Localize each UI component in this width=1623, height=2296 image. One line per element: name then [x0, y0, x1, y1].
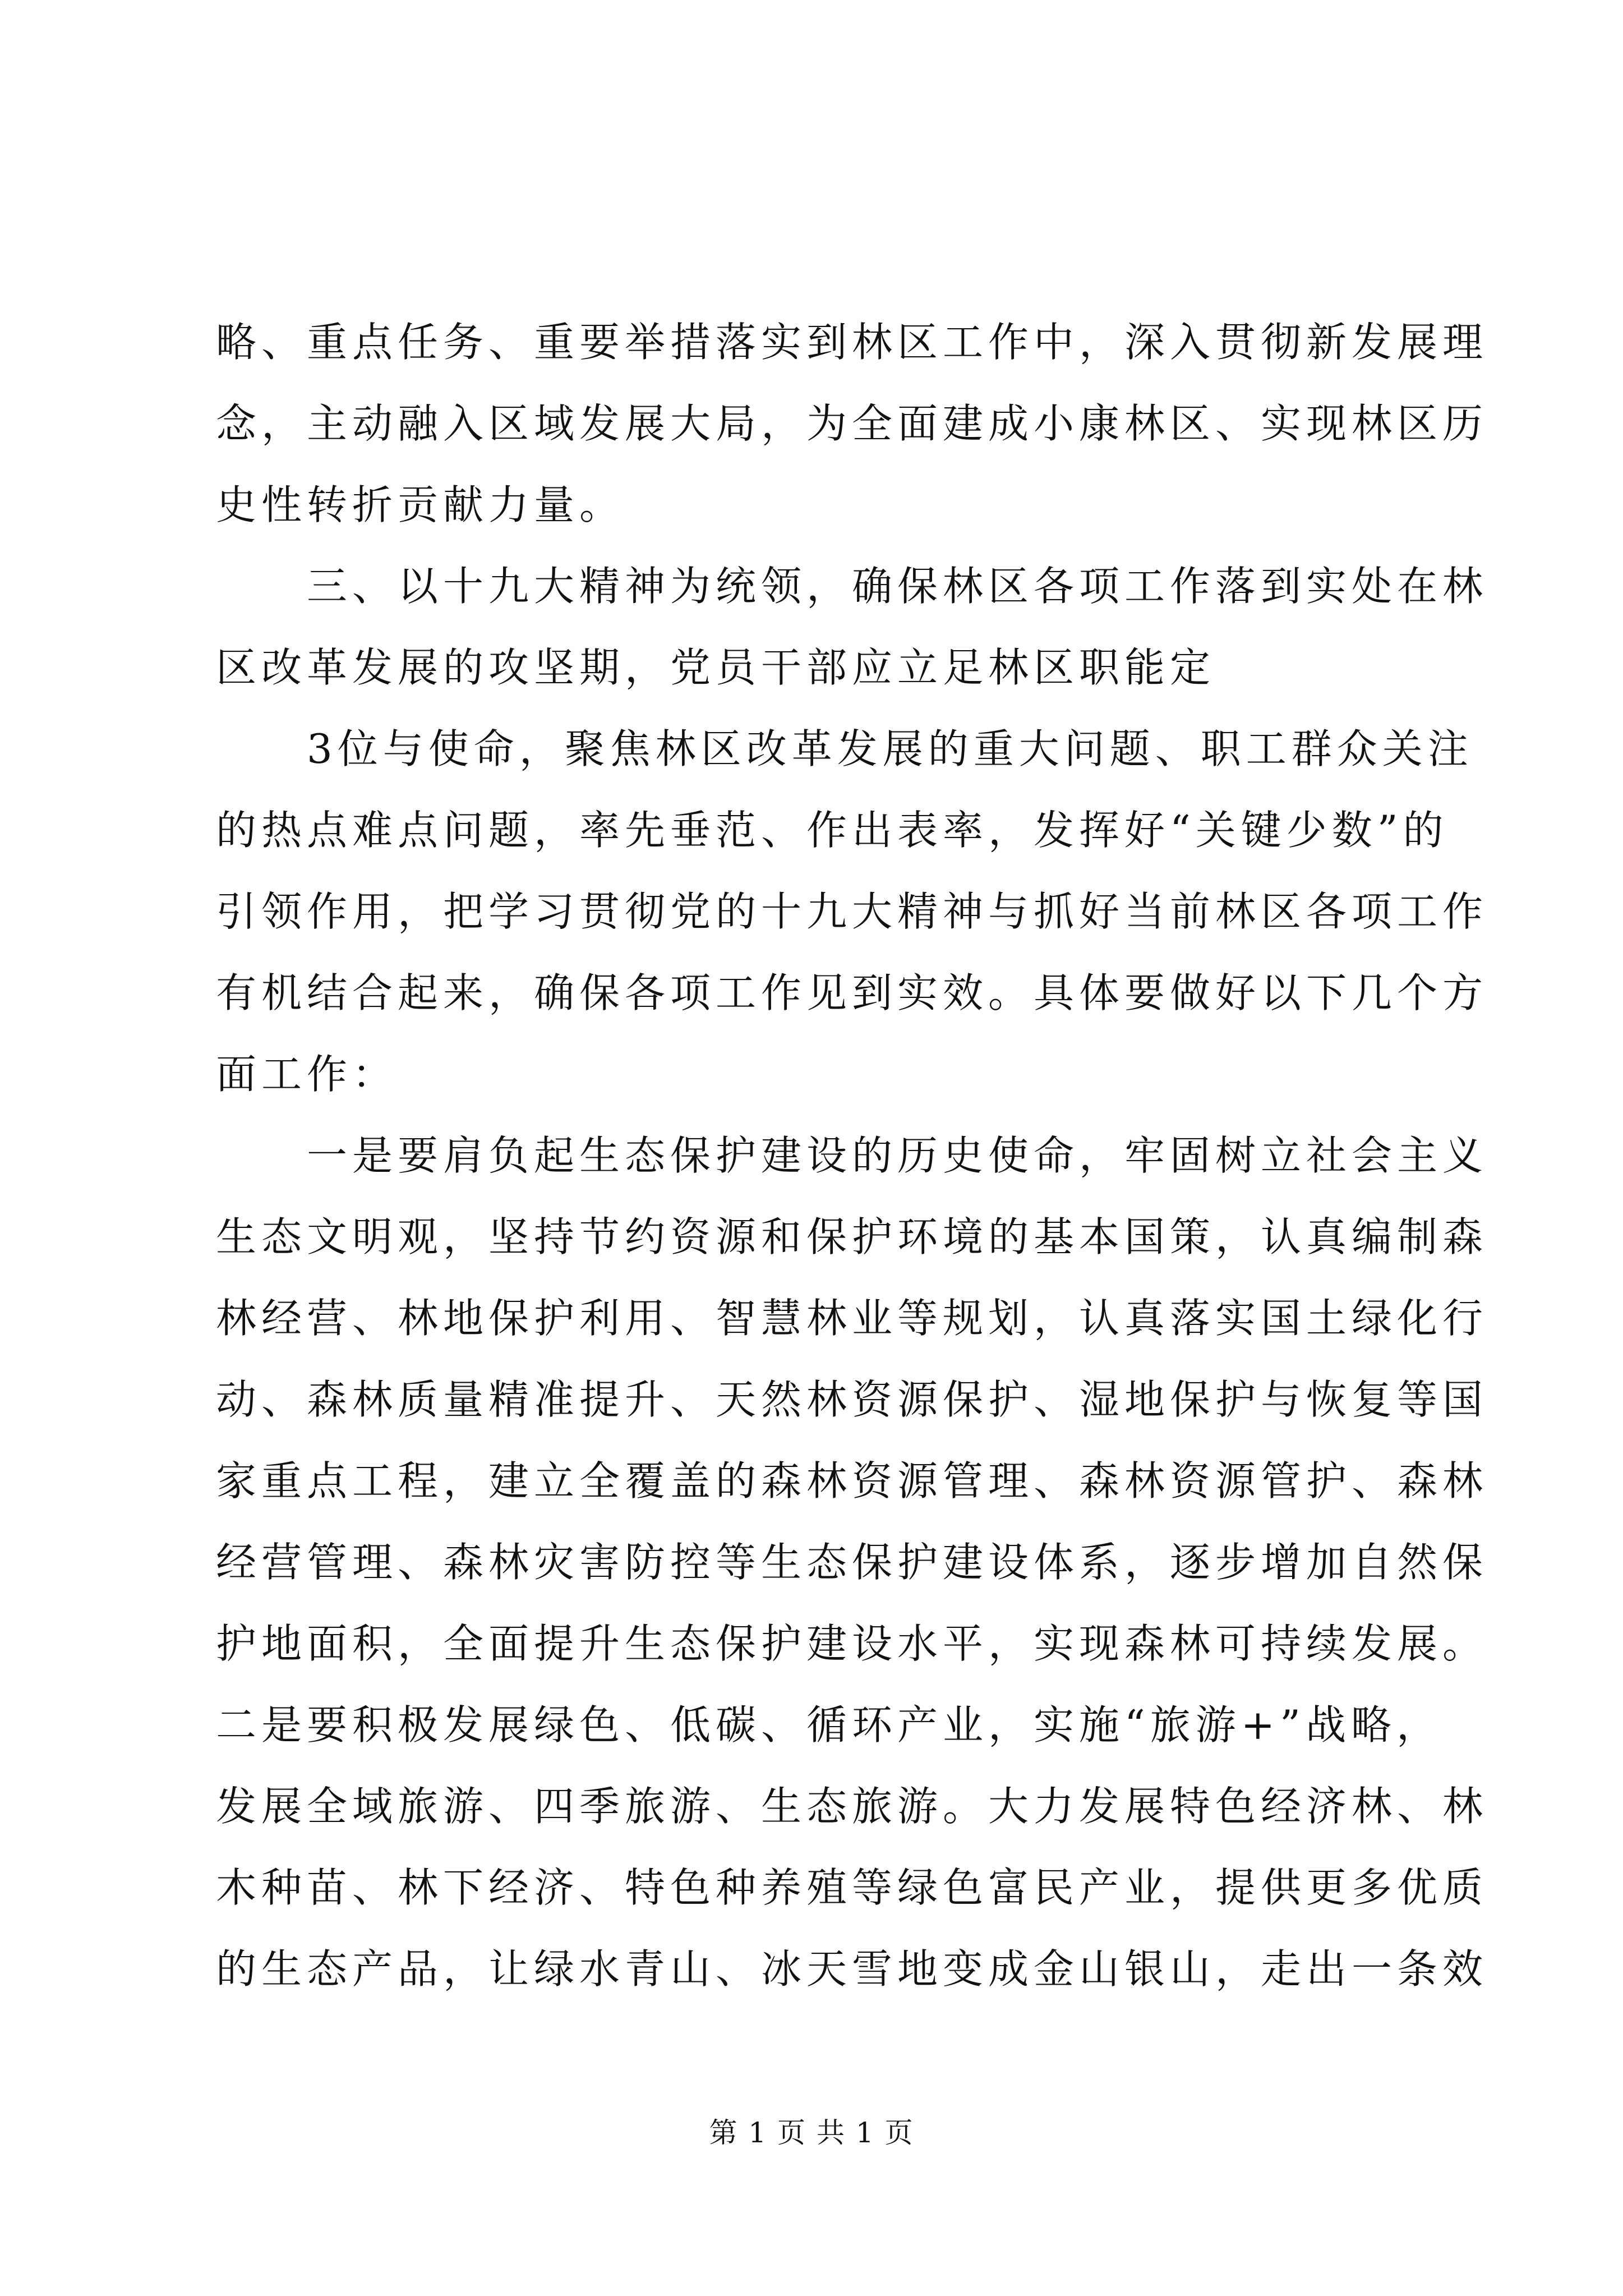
text-line: 动、森林质量精准提升、天然林资源保护、湿地保护与恢复等国: [216, 1376, 1488, 1423]
text-line: 略、重点任务、重要举措落实到林区工作中，深入贯彻新发展理: [216, 319, 1488, 366]
text-line: 面工作：: [216, 1051, 398, 1098]
text-line: 护地面积，全面提升生态保护建设水平，实现森林可持续发展。: [216, 1620, 1488, 1667]
text-line: 木种苗、林下经济、特色种养殖等绿色富民产业，提供更多优质: [216, 1864, 1488, 1911]
text-line: 生态文明观，坚持节约资源和保护环境的基本国策，认真编制森: [216, 1213, 1488, 1260]
text-line: 区改革发展的攻坚期，党员干部应立足林区职能定: [216, 644, 1216, 691]
text-line: 3位与使命，聚焦林区改革发展的重大问题、职工群众关注: [216, 725, 1473, 772]
text-line: 一是要肩负起生态保护建设的历史使命，牢固树立社会主义: [216, 1132, 1488, 1179]
text-line: 的热点难点问题，率先垂范、作出表率，发挥好“关键少数”的: [216, 807, 1449, 854]
page-footer: 第 1 页 共 1 页: [709, 2116, 914, 2149]
text-line: 发展全域旅游、四季旅游、生态旅游。大力发展特色经济林、林: [216, 1783, 1488, 1830]
text-line: 三、以十九大精神为统领，确保林区各项工作落到实处在林: [216, 563, 1488, 610]
text-line: 念，主动融入区域发展大局，为全面建成小康林区、实现林区历: [216, 400, 1488, 447]
body-text: [216, 302, 1488, 2010]
text-line: 二是要积极发展绿色、低碳、循环产业，实施“旅游+”战略，: [216, 1701, 1442, 1749]
text-line: 引领作用，把学习贯彻党的十九大精神与抓好当前林区各项工作: [216, 888, 1488, 935]
text-line: 有机结合起来，确保各项工作见到实效。具体要做好以下几个方: [216, 969, 1488, 1016]
text-line: 经营管理、森林灾害防控等生态保护建设体系，逐步增加自然保: [216, 1539, 1488, 1586]
text-line: 史性转折贡献力量。: [216, 481, 625, 528]
text-line: 家重点工程，建立全覆盖的森林资源管理、森林资源管护、森林: [216, 1457, 1488, 1504]
text-line: 的生态产品，让绿水青山、冰天雪地变成金山银山，走出一条效: [216, 1945, 1488, 1993]
text-line: 林经营、林地保护利用、智慧林业等规划，认真落实国土绿化行: [216, 1295, 1488, 1342]
